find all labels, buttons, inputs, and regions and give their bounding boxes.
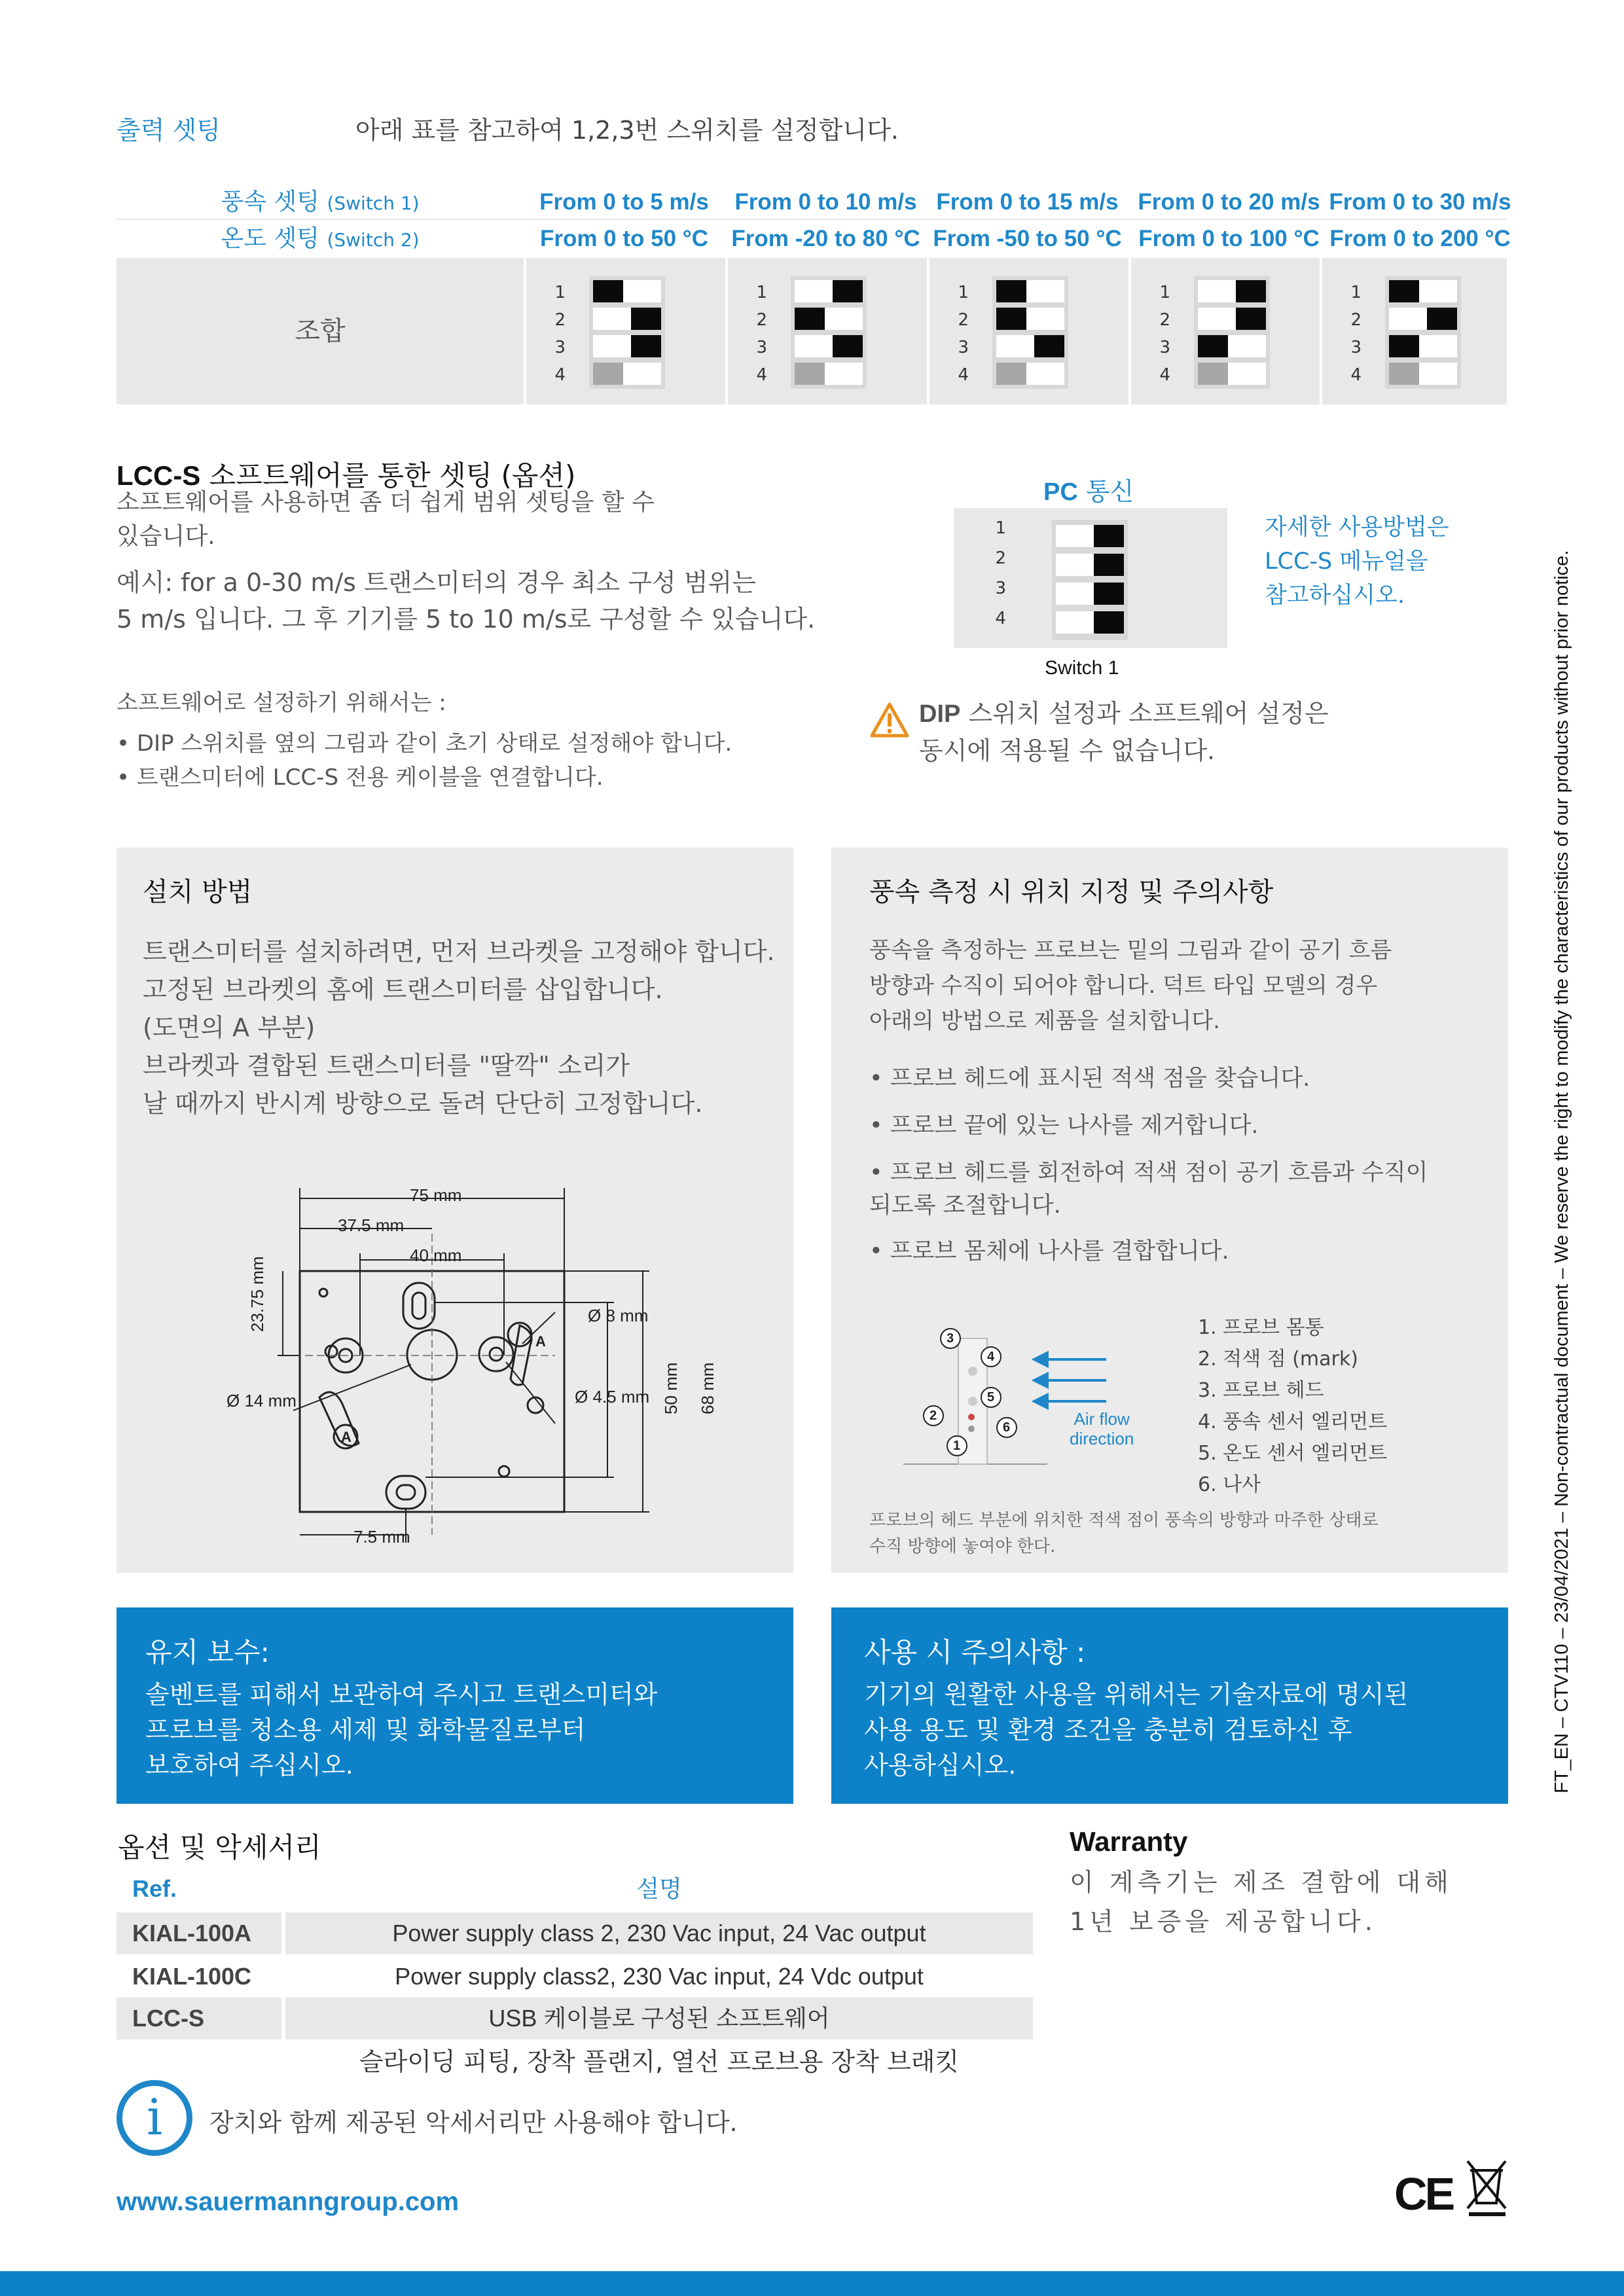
list-item: • DIP 스위치를 옆의 그림과 같이 초기 상태로 설정해야 합니다. [117,730,732,757]
lcc-setup-intro: 소프트웨어로 설정하기 위해서는 : [117,690,446,716]
dip-number: 4 [958,365,969,385]
dip-knob [833,335,863,357]
text-line: 풍속을 측정하는 프로브는 밑의 그림과 같이 공기 흐름 [869,937,1392,963]
dim-37-5: 37.5 mm [338,1215,405,1235]
dip-switch [1385,276,1461,389]
probe-illustration [903,1319,1172,1476]
temp-setting-text: 온도 셋팅 [221,225,319,252]
dip-row [1056,583,1124,605]
airflow-label [1070,1409,1134,1448]
dip-number: 1 [756,283,767,302]
probe-number: 6 [1003,1420,1011,1435]
dim-75: 75 mm [410,1185,462,1205]
dip-switch [1194,276,1270,389]
dip-number: 4 [1350,365,1362,385]
dip-row [1389,363,1457,385]
footer-bar [0,2271,1624,2296]
lcc-paragraph-1 [117,486,655,554]
text-line: 기기의 원활한 사용을 위해서는 기술자료에 명시된 [864,1680,1409,1709]
side-legal-note: FT_EN – CTV110 – 23/04/2021 – Non-contractual document – We reserve the right to modify the characteristics of our products without prior notice. [1551,550,1572,1793]
mark-a-right: A [535,1333,546,1350]
dip-number: 2 [958,310,969,330]
position-bullet-2: • 프로브 끝에 있는 나사를 제거합니다. [869,1113,1259,1139]
dip-knob [996,363,1026,385]
pc-dip-switch [1052,520,1128,640]
dip-knob [593,363,623,385]
dip-combo-cell [927,258,1126,404]
dip-combo-cell [1320,258,1507,404]
dip-row [1389,335,1457,357]
list-item-text: 트랜스미터에 LCC-S 전용 케이블을 연결합니다. [136,764,604,791]
text-line: 프로브를 청소용 세제 및 화학물질로부터 [145,1715,586,1744]
dip-knob [1198,335,1228,357]
positioning-title: 풍속 측정 시 위치 지정 및 주의사항 [869,877,1274,907]
ce-mark: CE [1394,2168,1453,2219]
position-bullet-1: • 프로브 헤드에 표시된 적색 점을 찾습니다. [869,1066,1310,1092]
text-line: 소프트웨어를 사용하면 좀 더 쉽게 범위 셋팅을 할 수 [117,489,655,516]
dip-knob [1034,335,1064,357]
dip-number: 3 [1159,338,1170,357]
pc-title-rest: 통신 [1077,477,1134,506]
dip-number: 1 [554,283,566,302]
probe-number: 2 [929,1408,937,1423]
combination-table [117,185,1511,404]
dip-row [1389,308,1457,330]
probe-legend [1198,1312,1387,1501]
caution-text [864,1677,1408,1783]
dip-knob [1094,611,1124,634]
text-line: 1년 보증을 제공합니다. [1070,1907,1377,1936]
dip-number: 3 [756,338,767,357]
warranty-title: Warranty [1070,1826,1188,1857]
dip-knob [593,280,623,302]
temp-range-cell: From -20 to 80 °C [731,226,920,251]
probe-number: 5 [987,1390,995,1405]
text-line: 트랜스미터를 설치하려면, 먼저 브라켓을 고정해야 합니다. [143,937,775,966]
options-col-desc: 설명 [636,1875,682,1902]
dip-number: 2 [756,310,767,330]
maintenance-title: 유지 보수: [145,1636,270,1668]
dip-row [593,335,661,357]
dip-row [795,308,863,330]
warn-line: 스위치 설정과 소프트웨어 설정은 [960,699,1329,728]
lcc-title-rest: 소프트웨어를 통한 셋팅 (옵션) [200,459,576,492]
text-line: • 프로브 헤드를 회전하여 적색 점이 공기 흐름과 수직이 [869,1160,1428,1186]
output-settings-desc: 아래 표를 참고하여 1,2,3번 스위치를 설정합니다. [355,116,899,145]
text-line: 고정된 브라켓의 홈에 트랜스미터를 삽입합니다. [143,975,663,1004]
legend-item: 5. 온도 센서 엘리먼트 [1198,1442,1388,1465]
list-item: • 트랜스미터에 LCC-S 전용 케이블을 연결합니다. [117,764,604,791]
dip-number: 3 [995,579,1006,598]
dip-row [795,280,863,302]
wind-range-cell: From 0 to 10 m/s [734,189,917,215]
dip-warning-text [919,695,1329,769]
lcc-title-bold: LCC-S [117,460,201,491]
wind-range-row [117,185,1511,220]
options-extra: 슬라이딩 피팅, 장착 플랜지, 열선 프로브용 장착 브래킷 [359,2047,960,2076]
dip-switch [589,276,665,389]
table-row [117,1956,1033,1998]
positioning-panel [831,848,1508,1573]
text-line: Air flow [1074,1409,1130,1429]
dip-row [996,363,1064,385]
dip-row [795,363,863,385]
dip-switch [791,276,867,389]
probe-number: 1 [953,1439,961,1453]
text-line: 보호하여 주십시오. [145,1751,353,1780]
dip-number: 2 [1350,310,1362,330]
lcc-bullet-list [117,726,732,795]
dim-7-5: 7.5 mm [353,1527,410,1547]
info-icon-letter: i [146,2088,163,2146]
dip-combo-cell [524,258,723,404]
probe-number: 4 [987,1350,995,1364]
text-line: LCC-S 메뉴얼을 [1265,548,1428,575]
option-ref: KIAL-100A [117,1912,281,1954]
probe-note [869,1507,1379,1560]
dip-combo-cell [725,258,924,404]
text-line: 있습니다. [117,523,215,550]
wind-switch-text: (Switch 1) [327,192,420,214]
option-desc: Power supply class 2, 230 Vac input, 24 Vac output [285,1912,1033,1954]
temp-range-cell: From -50 to 50 °C [933,226,1122,251]
legend-item: 4. 풍속 센서 엘리먼트 [1198,1410,1388,1433]
dip-row [593,363,661,385]
dip-knob [795,363,825,385]
dip-row [996,335,1064,357]
text-line: 솔벤트를 피해서 보관하여 주시고 트랜스미터와 [145,1680,658,1709]
text-line: 수직 방향에 놓여야 한다. [869,1537,1056,1556]
bracket-drawing [215,1168,738,1554]
pc-manual-note [1265,511,1449,613]
dip-combo-cell [1128,258,1327,404]
text-line: 되도록 조절합니다. [869,1193,1061,1219]
table-row [117,1998,1033,2039]
options-extra-row [117,2041,1033,2083]
warning-triangle-icon [869,702,910,738]
dip-knob [1094,525,1124,547]
caution-box [831,1607,1508,1804]
dim-8: Ø 8 mm [588,1306,649,1325]
text-line: 사용하십시오. [864,1751,1017,1780]
dip-row [1198,363,1266,385]
position-bullet-3 [869,1157,1428,1222]
dip-row [1389,280,1457,302]
text-line: 자세한 사용방법은 [1265,514,1449,541]
temp-setting-label [117,221,524,257]
switch-1-label: Switch 1 [1045,657,1119,679]
table-row [117,1912,1033,1954]
dip-knob [631,308,661,330]
info-text: 장치와 함께 제공된 악세서리만 사용해야 합니다. [209,2108,738,2137]
dip-row [1056,611,1124,634]
legend-item: 3. 프로브 헤드 [1198,1379,1324,1402]
warranty-text [1070,1863,1453,1941]
pc-comm-title [1043,471,1134,507]
dip-row [1056,525,1124,547]
pc-title-bold: PC [1043,478,1078,506]
dip-row [996,308,1064,330]
dip-row [795,335,863,357]
installation-text [143,933,775,1122]
dip-knob [833,280,863,302]
dip-knob [1389,335,1419,357]
dip-number: 2 [995,548,1006,568]
text-line: direction [1070,1429,1134,1448]
dip-row [593,308,661,330]
dip-switch [992,276,1068,389]
dip-knob [1427,308,1457,330]
dim-4-5: Ø 4.5 mm [575,1387,650,1407]
dip-number: 3 [554,338,566,357]
dip-number: 1 [995,518,1006,538]
dip-row [1198,280,1266,302]
text-line: 아래의 방법으로 제품을 설치합니다. [869,1008,1220,1034]
text-line: 사용 용도 및 환경 조건을 충분히 검토하신 후 [864,1715,1352,1744]
dip-knob [1094,554,1124,576]
website-link[interactable]: www.sauermanngroup.com [117,2187,460,2216]
text-line: 프로브의 헤드 부분에 위치한 적색 점이 풍속의 방향과 마주한 상태로 [869,1511,1379,1530]
dip-number: 3 [958,338,969,357]
dip-knob [1389,280,1419,302]
dim-68: 68 mm [698,1362,717,1414]
temp-range-cell: From 0 to 200 °C [1329,226,1511,251]
options-title: 옵션 및 악세서리 [118,1831,321,1863]
dip-row [1056,554,1124,576]
maintenance-box [117,1607,793,1804]
weee-bin-icon [1464,2157,1509,2217]
option-ref: KIAL-100C [132,1963,252,1990]
text-line: 5 m/s 입니다. 그 후 기기를 5 to 10 m/s로 구성할 수 있습니다. [117,605,816,634]
pc-dip-box [954,508,1227,648]
warn-bold: DIP [919,700,961,728]
text-line: 이 계측기는 제조 결함에 대해 [1070,1868,1453,1897]
wind-range-cell: From 0 to 20 m/s [1138,189,1320,215]
temp-range-cell: From 0 to 50 °C [539,226,709,251]
probe-number: 3 [947,1331,954,1346]
wind-setting-label [117,185,524,220]
option-desc: USB 케이블로 구성된 소프트웨어 [285,1998,1033,2039]
option-desc: Power supply class2, 230 Vac input, 24 Vdc output [395,1963,924,1990]
dip-number: 1 [958,283,969,302]
installation-panel [117,848,793,1573]
dip-knob [631,335,661,357]
dim-14: Ø 14 mm [226,1391,297,1410]
dip-number: 3 [1350,338,1362,357]
dip-knob [795,308,825,330]
dip-knob [1094,583,1124,605]
dip-number: 4 [554,365,566,385]
temp-switch-text: (Switch 2) [327,229,420,251]
dip-knob [996,280,1026,302]
combination-label: 조합 [295,316,346,346]
dim-23-75: 23.75 mm [247,1256,267,1332]
legend-item: 1. 프로브 몸통 [1198,1316,1324,1339]
option-ref: LCC-S [117,1998,281,2039]
options-col-ref: Ref. [132,1875,177,1902]
text-line: 참고하십시오. [1265,583,1405,609]
text-line: 방향과 수직이 되어야 합니다. 덕트 타입 모델의 경우 [869,973,1378,999]
lcc-example [117,564,815,637]
wind-range-cell: From 0 to 5 m/s [539,189,709,215]
dip-number: 4 [995,609,1006,628]
temp-range-row [117,221,1511,257]
caution-title: 사용 시 주의사항 : [864,1636,1086,1668]
wind-range-cell: From 0 to 30 m/s [1329,189,1511,215]
dip-number: 1 [1159,283,1170,302]
info-icon [117,2080,192,2156]
dip-knob [1389,363,1419,385]
text-line: (도면의 A 부분) [143,1013,316,1042]
wind-range-cell: From 0 to 15 m/s [936,189,1119,215]
output-settings-label: 출력 셋팅 [117,116,221,145]
dip-knob [1198,363,1228,385]
positioning-text [869,933,1392,1039]
dip-number: 2 [554,310,566,330]
dip-number: 4 [756,365,767,385]
wind-setting-text: 풍속 셋팅 [221,188,319,215]
list-item-text: DIP 스위치를 옆의 그림과 같이 초기 상태로 설정해야 합니다. [136,730,732,757]
dip-knob [1236,308,1266,330]
installation-title: 설치 방법 [143,877,253,907]
dip-knob [1236,280,1266,302]
dip-row [996,280,1064,302]
maintenance-text [145,1677,657,1783]
text-line: 예시: for a 0-30 m/s 트랜스미터의 경우 최소 구성 범위는 [117,568,756,597]
dip-number: 4 [1159,365,1170,385]
mark-a-left: A [341,1429,352,1445]
text-line: 브라켓과 결합된 트랜스미터를 "딸깍" 소리가 [143,1051,630,1080]
dim-50: 50 mm [661,1362,681,1414]
dip-number: 1 [1350,283,1362,302]
temp-range-cell: From 0 to 100 °C [1138,226,1320,251]
legend-item: 2. 적색 점 (mark) [1198,1348,1358,1371]
dip-row [1198,335,1266,357]
options-header-row [117,1868,1033,1910]
warn-line: 동시에 적용될 수 없습니다. [919,736,1216,765]
dim-40: 40 mm [410,1246,462,1265]
dip-number: 2 [1159,310,1170,330]
position-bullet-4: • 프로브 몸체에 나사를 결합합니다. [869,1238,1229,1265]
dip-knob [996,308,1026,330]
text-line: 날 때까지 반시계 방향으로 돌려 단단히 고정합니다. [143,1089,703,1118]
dip-row [593,280,661,302]
dip-row [1198,308,1266,330]
legend-item: 6. 나사 [1198,1473,1261,1496]
